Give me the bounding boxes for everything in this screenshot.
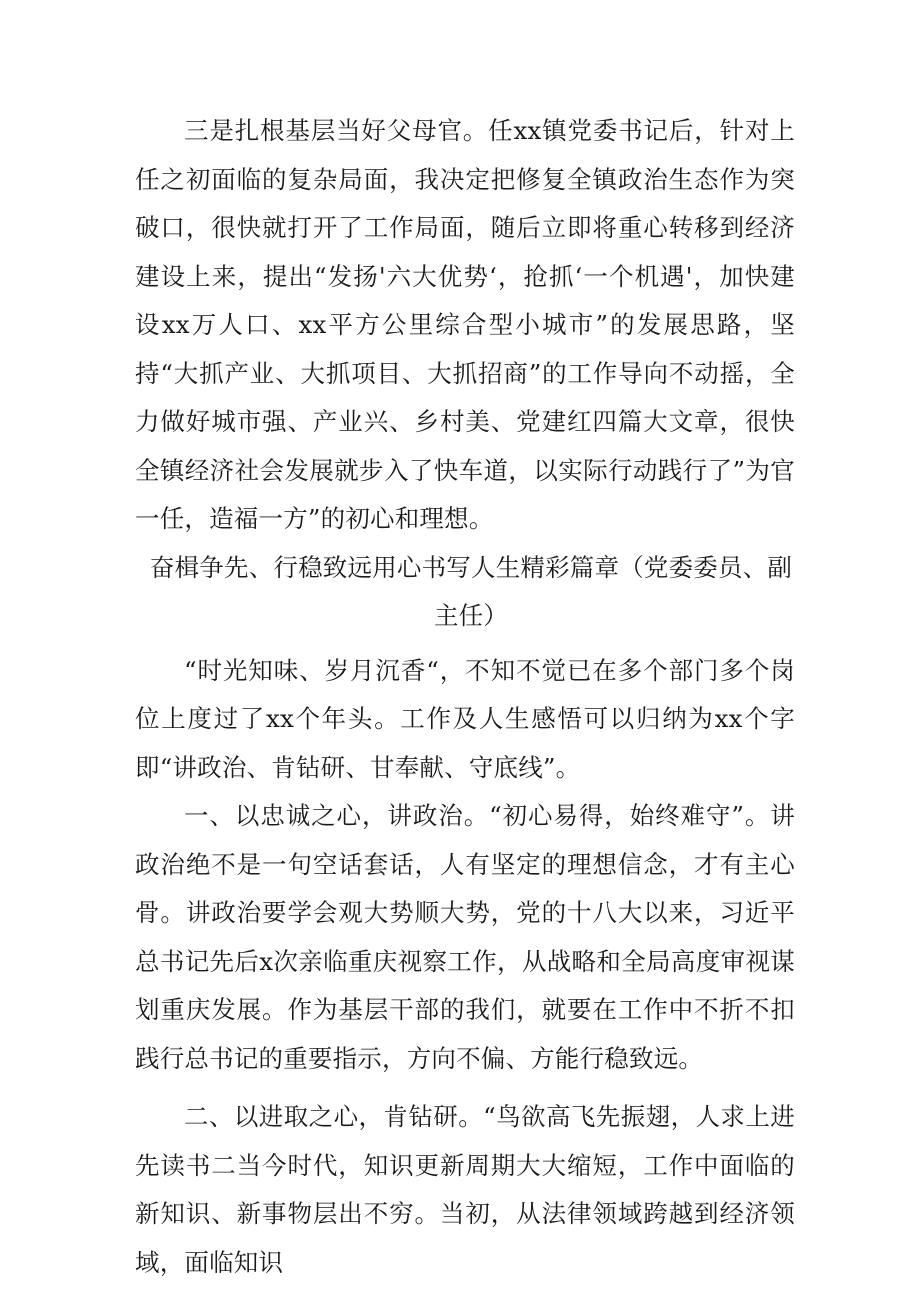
paragraph-intro: “时光知味、岁月沉香“，不知不觉已在多个部门多个岗位上度过了xx个年头。工作及人生感悟可以归纳为xx个字即“讲政治、肯钻研、甘奉献、守底线”。	[135, 655, 795, 782]
section-title: 奋楫争先、行稳致远用心书写人生精彩篇章（党委委员、副主任）	[149, 552, 793, 630]
paragraph-politics: 一、以忠诚之心，讲政治。“初心易得，始终难守”。讲政治绝不是一句空话套话，人有坚定的理想信念，才有主心骨。讲政治要学会观大势顺大势，党的十八大以来，习近平总书记先后x次亲临重庆视察工作，从战略和全局高度审视谋划重庆发展。作为基层干部的我们，就要在工作中不折不扣践行总书记的重要指示，方向不偏、方能行稳致远。	[135, 801, 795, 1073]
paragraph-study: 二、以进取之心，肯钻研。“鸟欲高飞先振翅，人求上进先读书二当今时代，知识更新周期大大缩短，工作中面临的新知识、新事物层出不穷。当初，从法律领域跨越到经济领域，面临知识	[135, 1102, 795, 1277]
paragraph-grassroots-official: 三是扎根基层当好父母官。任xx镇党委书记后，针对上任之初面临的复杂局面，我决定把修复全镇政治生态作为突破口，很快就打开了工作局面，随后立即将重心转移到经济建设上来，提出“发扬'六大优势‘，抢抓‘一个机遇'，加快建设xx万人口、xx平方公里综合型小城市”的发展思路，坚持“大抓产业、大抓项目、大抓招商”的工作导向不动摇，全力做好城市强、产业兴、乡村美、党建红四篇大文章，很快全镇经济社会发展就步入了快车道，以实际行动践行了”为官一任，造福一方”的初心和理想。	[135, 116, 795, 533]
document-body	[135, 107, 795, 1287]
